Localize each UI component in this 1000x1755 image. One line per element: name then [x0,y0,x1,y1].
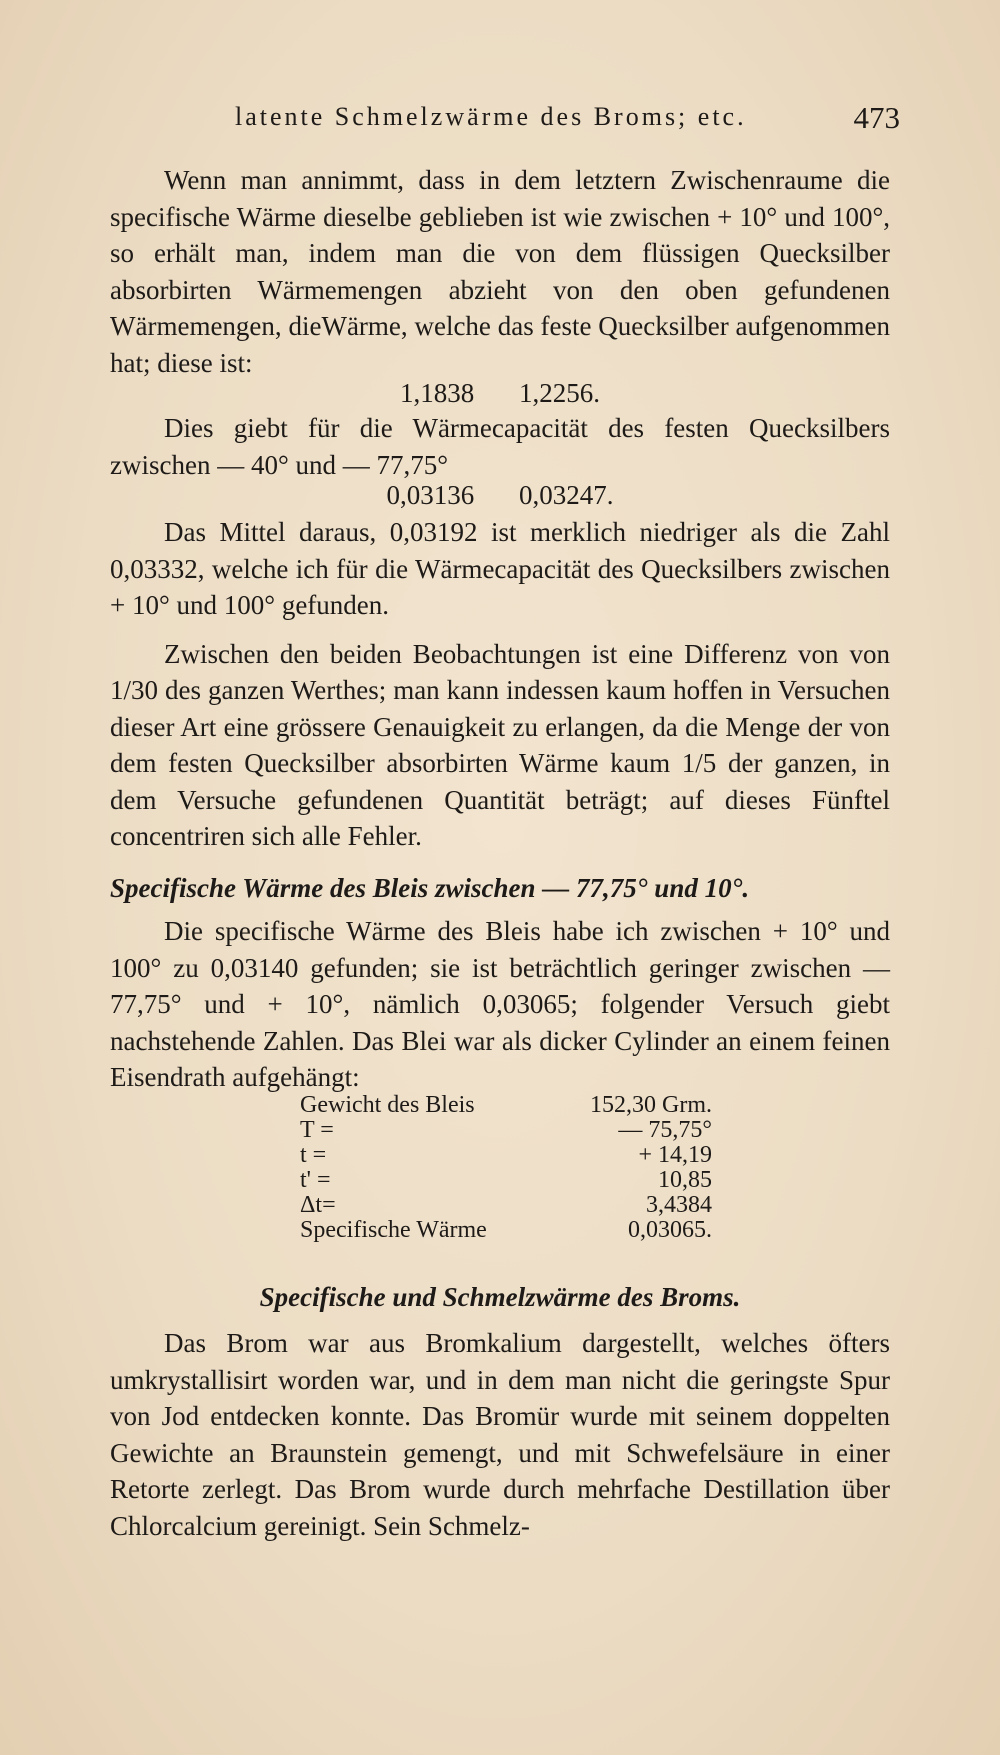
page-number: 473 [853,100,900,135]
running-title: latente Schmelzwärme des Broms; etc. [235,102,747,131]
values-line-heat-capacity: 0,03136 0,03247. [386,480,614,510]
table-row [300,1118,712,1143]
table-value: 0,03065. [628,1217,712,1243]
table-label: t = [300,1142,327,1168]
table-row [300,1143,712,1168]
section-heading-lead: Specifische Wärme des Bleis zwischen — 77,75° und 10°. [110,873,750,903]
table-row [300,1218,712,1243]
paragraph-mean-value: Das Mittel daraus, 0,03192 ist merklich niedriger als die Zahl 0,03332, welche ich für die Wärmecapacität des Quecksilbers zwischen + 10° und 100° gefunden. [110,517,890,620]
paragraph-text: Das Brom war aus Bromkalium dargestellt, welches öfters umkrystallisirt worden war, und in dem man nicht die geringste Spur von Jod entdecken konnte. Das Bromür wurde mit seinem doppelten Gewichte an Braunstein gemengt, und mit Schwefelsäure in einer Retorte zerlegt. Das Brom wurde durch mehrfache Destillation über Chlorcalcium gereinigt. Sein Schmelz- [110,1328,890,1541]
table-value: — 75,75° [618,1117,712,1143]
section-heading-bromine: Specifische und Schmelzwärme des Broms. [259,1282,741,1312]
paragraph-bromine-preparation [110,1325,890,1544]
table-row [300,1093,712,1118]
paragraph-heat-capacity [110,410,890,483]
paragraph-lead-heat [110,913,890,1096]
paragraph-difference: Zwischen den beiden Beobachtungen ist eine Differenz von von 1/30 des ganzen Werthes; man kann indessen kaum hoffen in Versuchen dieser Art eine grössere Genauigkeit zu erlangen, da die Menge der von dem festen Quecksilber absorbirten Wärme kaum 1/5 der ganzen, in dem Versuche gefundenen Quantität beträgt; auf dieses Fünftel concentriren sich alle Fehler. [110,638,890,851]
paragraph-text: Die specifische Wärme des Bleis habe ich zwischen + 10° und 100° zu 0,03140 gefunden; sie ist beträchtlich geringer zwischen — 77,75° und + 10°, nämlich 0,03065; folgender Versuch giebt nachstehende Zahlen. Das Blei war als dicker Cylinder an einem feinen Eisendrath aufgehängt: [110,916,890,1092]
table-value: 152,30 Grm. [590,1092,712,1118]
table-row [300,1193,712,1218]
paragraph-text: Wenn man annimmt, dass in dem letztern Zwischenraume die specifische Wärme dieselbe geblieben ist wie zwischen + 10° und 100°, so erhält man, indem man die von dem flüssigen Quecksilber absorbirten Wärmemengen abzieht von den oben gefundenen Wärmemengen, dieWärme, welche das feste Quecksilber aufgenommen hat; diese ist: [110,165,890,378]
values-line-heat-amounts: 1,1838 1,2256. [400,378,600,408]
table-label: Specifische Wärme [300,1217,487,1243]
table-value: 10,85 [658,1167,712,1193]
table-label: Gewicht des Bleis [300,1092,475,1118]
table-value: 3,4384 [646,1192,712,1218]
table-value: + 14,19 [638,1142,712,1168]
paragraph-block-mean [110,514,890,855]
paragraph-specific-heat-assumption [110,162,890,381]
table-label: T = [300,1117,334,1143]
table-label: t' = [300,1167,331,1193]
paragraph-text: Dies giebt für die Wärmecapacität des festen Quecksilbers zwischen — 40° und — 77,75° [110,413,890,480]
table-row [300,1168,712,1193]
measurement-table [300,1093,712,1243]
table-label: Δt= [300,1192,336,1218]
page-header [110,100,900,140]
